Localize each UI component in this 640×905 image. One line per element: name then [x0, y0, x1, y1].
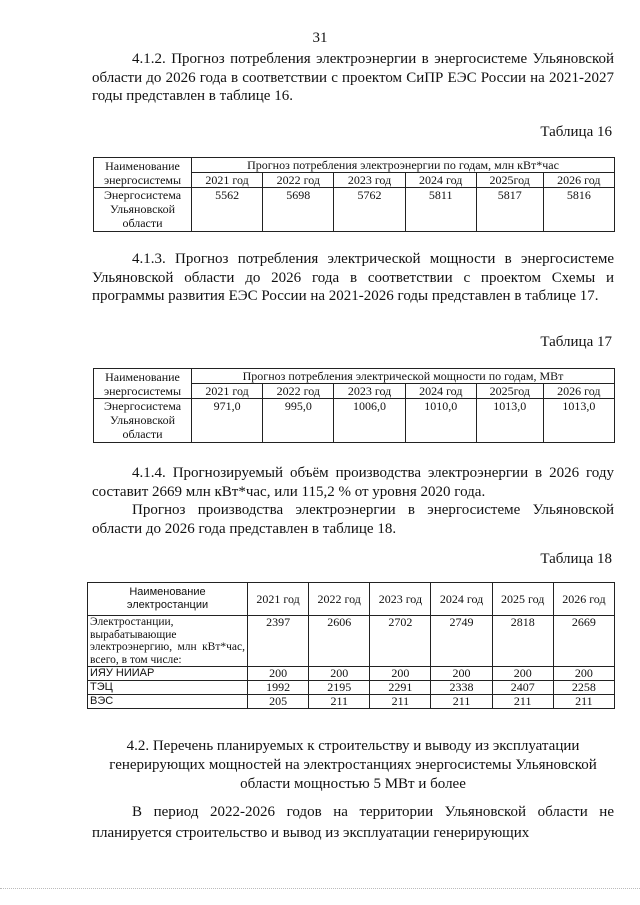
table-18-row-name: ВЭС: [88, 695, 248, 709]
table-16-row: [94, 188, 615, 232]
table-17-cell: 1013,0: [543, 399, 614, 443]
table-17-cell: 1013,0: [476, 399, 543, 443]
table-18-cell: 2291: [370, 681, 431, 695]
table-18-cell: 200: [309, 667, 370, 681]
paragraph-4-2-text: В период 2022-2026 годов на территории Ульяновской области не планируется строительство и вывод из эксплуатации генерирующих: [92, 804, 614, 841]
table-18-row: [88, 695, 615, 709]
table-18-cell: 2702: [370, 616, 431, 667]
table-18-cell: 200: [431, 667, 492, 681]
table-18-row-name: ТЭЦ: [88, 681, 248, 695]
paragraph-4-1-4-b-text: Прогноз производства электроэнергии в энергосистеме Ульяновской области до 2026 года представлен в таблице 18.: [92, 502, 614, 537]
table-18-row: [88, 616, 615, 667]
table-16-cell: 5816: [543, 188, 614, 232]
table-18-cell: 2195: [309, 681, 370, 695]
table-18-cell: 200: [492, 667, 553, 681]
table-17-cell: 1010,0: [405, 399, 476, 443]
table-17-row: [94, 399, 615, 443]
table-18-cell: 200: [370, 667, 431, 681]
scan-edge-divider: [0, 888, 640, 891]
table-18-name-header: Наименование электростанции: [88, 583, 248, 616]
table-18-cell: 211: [370, 695, 431, 709]
table-18-year: 2025 год: [492, 583, 553, 616]
paragraph-4-1-3: [92, 250, 614, 306]
table-18-cell: 211: [309, 695, 370, 709]
table-17-cell: 1006,0: [334, 399, 405, 443]
paragraph-4-1-2-text: 4.1.2. Прогноз потребления электроэнергии в энергосистеме Ульяновской области до 2026 года в соответствии с проектом СиПР ЕЭС России на 2021-2027 годы представлен в таблице 16.: [92, 51, 614, 104]
table-18-cell: 2258: [553, 681, 614, 695]
table-18-cell: 200: [553, 667, 614, 681]
table-18-cell: 211: [431, 695, 492, 709]
table-16-year: 2023 год: [334, 173, 405, 188]
table-18-cell: 211: [553, 695, 614, 709]
table-16-year: 2025год: [476, 173, 543, 188]
table-18-cell: 200: [248, 667, 309, 681]
table-16-year: 2022 год: [263, 173, 334, 188]
table-18-cell: 2749: [431, 616, 492, 667]
table-18-row: [88, 667, 615, 681]
table-16-cell: 5562: [192, 188, 263, 232]
paragraph-4-1-4-b: [92, 501, 614, 538]
table-16-cell: 5817: [476, 188, 543, 232]
table-18-cell: 205: [248, 695, 309, 709]
table-17: [93, 368, 615, 443]
table-17-cell: 995,0: [263, 399, 334, 443]
table-18-row-name: Электростанции, вырабатывающие электроэнергию, млн кВт*час, всего, в том числе:: [88, 616, 248, 667]
table-17-group-header: Прогноз потребления электрической мощности по годам, МВт: [192, 369, 615, 384]
table-17-row-name: Энергосистема Ульяновской области: [94, 399, 192, 443]
table-16-year: 2024 год: [405, 173, 476, 188]
table-18-cell: 211: [492, 695, 553, 709]
table-16-year: 2026 год: [543, 173, 614, 188]
table-18-year: 2024 год: [431, 583, 492, 616]
paragraph-4-2: [92, 802, 614, 844]
table-16-row-name: Энергосистема Ульяновской области: [94, 188, 192, 232]
table-17-name-header: Наименование энергосистемы: [94, 369, 192, 399]
table-18-cell: 2669: [553, 616, 614, 667]
page-number: 31: [312, 30, 328, 46]
paragraph-4-1-4-text: 4.1.4. Прогнозируемый объём производства электроэнергии в 2026 году составит 2669 млн кВт*час, или 115,2 % от уровня 2020 года.: [92, 465, 614, 500]
table-18-cell: 2397: [248, 616, 309, 667]
table-18-cell: 1992: [248, 681, 309, 695]
paragraph-4-1-4: [92, 464, 614, 501]
table-18-year: 2021 год: [248, 583, 309, 616]
table-18-caption: Таблица 18: [540, 551, 612, 567]
paragraph-4-1-2: [92, 50, 614, 106]
table-17-year: 2026 год: [543, 384, 614, 399]
table-17-year: 2025год: [476, 384, 543, 399]
table-18-row: [88, 681, 615, 695]
table-16-caption: Таблица 16: [540, 124, 612, 140]
table-16-cell: 5698: [263, 188, 334, 232]
table-16: [93, 157, 615, 232]
table-16-name-header: Наименование энергосистемы: [94, 158, 192, 188]
table-17-caption: Таблица 17: [540, 334, 612, 350]
section-4-2-heading: 4.2. Перечень планируемых к строительству и выводу из эксплуатации генерирующих мощностей на электростанциях энергосистемы Ульяновской области мощностью 5 МВт и более: [109, 738, 597, 792]
table-18-year: 2023 год: [370, 583, 431, 616]
table-17-year: 2023 год: [334, 384, 405, 399]
table-17-year: 2021 год: [192, 384, 263, 399]
table-16-group-header: Прогноз потребления электроэнергии по годам, млн кВт*час: [192, 158, 615, 173]
table-18-cell: 2818: [492, 616, 553, 667]
table-18-row-name: ИЯУ НИИАР: [88, 667, 248, 681]
table-18-cell: 2338: [431, 681, 492, 695]
table-18-cell: 2407: [492, 681, 553, 695]
table-16-cell: 5762: [334, 188, 405, 232]
paragraph-4-1-3-text: 4.1.3. Прогноз потребления электрической мощности в энергосистеме Ульяновской области до 2026 года в соответствии с проектом Схемы и программы развития ЕЭС России на 2021-2026 годы представлен в таблице 17.: [92, 251, 614, 304]
table-17-year: 2024 год: [405, 384, 476, 399]
table-16-year: 2021 год: [192, 173, 263, 188]
table-16-cell: 5811: [405, 188, 476, 232]
table-18: [87, 582, 615, 709]
table-18-year: 2026 год: [553, 583, 614, 616]
table-17-cell: 971,0: [192, 399, 263, 443]
table-17-year: 2022 год: [263, 384, 334, 399]
table-18-cell: 2606: [309, 616, 370, 667]
table-18-year: 2022 год: [309, 583, 370, 616]
